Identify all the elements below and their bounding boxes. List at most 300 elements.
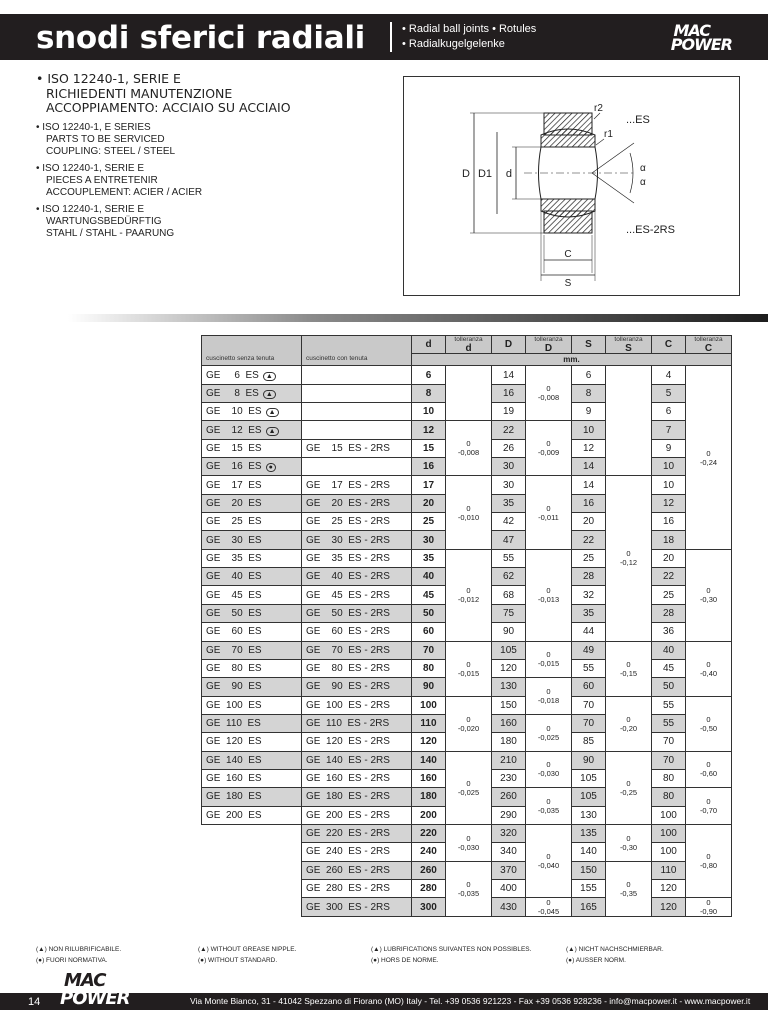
cell-C: 70 [652, 751, 686, 769]
part-code: GE 80 ES [206, 663, 262, 675]
cell-with-seal [302, 824, 412, 842]
tolerance-lower: -0,015 [457, 668, 480, 678]
cell-d: 80 [412, 659, 446, 677]
label-alpha-top: α [640, 163, 646, 174]
tolerance-lower: -0,013 [537, 595, 560, 605]
cell-C: 12 [652, 494, 686, 512]
bearing-diagram [404, 77, 741, 297]
tolerance-upper: 0 [466, 714, 471, 724]
part-code-sealed: GE 160 ES - 2RS [306, 773, 390, 785]
cell-C: 55 [652, 696, 686, 714]
part-code-sealed: GE 17 ES - 2RS [306, 479, 390, 491]
tolerance-tol_D [526, 421, 572, 476]
tolerance-upper: 0 [546, 760, 551, 770]
tol-label: tolleranza [454, 336, 483, 344]
cell-S: 135 [572, 824, 606, 842]
cell-no-seal [202, 659, 302, 677]
cell-S: 20 [572, 513, 606, 531]
tolerance-upper: 0 [546, 797, 551, 807]
tolerance-lower: -0,025 [537, 732, 560, 742]
tolerance-tol_S [606, 861, 652, 917]
subtitle-line-1: • Radial ball joints • Rotules [402, 23, 537, 35]
cell-C: 25 [652, 586, 686, 604]
cell-C: 6 [652, 403, 686, 421]
cell-with-seal [302, 696, 412, 714]
part-code: GE 45 ES [206, 589, 262, 601]
tolerance-upper: 0 [626, 714, 631, 724]
cell-D: 320 [492, 824, 526, 842]
cell-no-seal [202, 494, 302, 512]
intro-english [36, 122, 376, 158]
cell-S: 140 [572, 843, 606, 861]
cell-C: 40 [652, 641, 686, 659]
tolerance-tol_d [446, 641, 492, 696]
cell-with-seal [302, 439, 412, 457]
label-alpha-bottom: α [640, 177, 646, 188]
cell-S: 155 [572, 879, 606, 897]
cell-S: 12 [572, 439, 606, 457]
tolerance-lower: -0,80 [699, 861, 718, 871]
col-header-D [492, 336, 526, 354]
col-header-d [412, 336, 446, 354]
footnote: (▲) LUBRIFICATIONS SUIVANTES NON POSSIBLES. [371, 946, 532, 953]
label-D: D [462, 168, 470, 180]
cell-d: 160 [412, 769, 446, 787]
cell-with-seal [302, 494, 412, 512]
tolerance-upper: 0 [706, 659, 711, 669]
cell-C: 120 [652, 898, 686, 917]
part-code: GE 180 ES [206, 791, 262, 803]
intro-line: • ISO 12240-1, SERIE E [36, 162, 144, 174]
col-header-label: d [425, 339, 432, 351]
part-code-sealed: GE 90 ES - 2RS [306, 681, 390, 693]
footnote: (▲) WITHOUT GREASE NIPPLE. [198, 946, 297, 953]
cell-d: 6 [412, 366, 446, 384]
tolerance-lower: -0,011 [538, 512, 559, 522]
tolerance-upper: 0 [626, 778, 631, 788]
col-header-label: D [544, 343, 553, 355]
cell-no-seal [202, 769, 302, 787]
cell-d: 70 [412, 641, 446, 659]
tolerance-upper: 0 [546, 586, 551, 596]
tolerance-tol_d [446, 476, 492, 549]
cell-D: 26 [492, 439, 526, 457]
tolerance-tol_S [606, 824, 652, 861]
col-header-S [572, 336, 606, 354]
part-code: GE 15 ES [206, 442, 262, 454]
cell-no-seal [202, 623, 302, 641]
cell-d: 20 [412, 494, 446, 512]
part-code-sealed: GE 40 ES - 2RS [306, 571, 390, 583]
tolerance-lower: -0,008 [537, 393, 560, 403]
cell-d: 15 [412, 439, 446, 457]
cell-D: 42 [492, 513, 526, 531]
tolerance-upper: 0 [546, 898, 551, 908]
part-code: GE 6 ES [206, 369, 259, 381]
part-code-sealed: GE 260 ES - 2RS [306, 864, 390, 876]
part-code-sealed: GE 200 ES - 2RS [306, 809, 390, 821]
cell-d: 240 [412, 843, 446, 861]
label-es-2rs: ...ES-2RS [626, 224, 675, 236]
cell-S: 85 [572, 733, 606, 751]
cell-with-seal [302, 421, 412, 439]
tolerance-upper: 0 [546, 503, 551, 513]
label-C: C [564, 249, 572, 260]
cell-D: 180 [492, 733, 526, 751]
cell-D: 35 [492, 494, 526, 512]
col-header-label: C [664, 339, 673, 351]
cell-d: 300 [412, 898, 446, 917]
unit-label: mm. [563, 355, 580, 365]
tolerance-lower: -0,15 [619, 668, 638, 678]
part-code-sealed: GE 280 ES - 2RS [306, 883, 390, 895]
tolerance-lower: -0,008 [457, 448, 480, 458]
title-divider [390, 22, 392, 52]
tolerance-upper: 0 [546, 650, 551, 660]
cell-C: 100 [652, 843, 686, 861]
table-row [202, 549, 732, 567]
cell-with-seal [302, 604, 412, 622]
tolerance-lower: -0,40 [699, 668, 718, 678]
cell-C: 36 [652, 623, 686, 641]
tolerance-upper: 0 [626, 879, 631, 889]
cell-S: 10 [572, 421, 606, 439]
tolerance-lower: -0,018 [537, 696, 560, 706]
cell-D: 370 [492, 861, 526, 879]
cell-with-seal [302, 733, 412, 751]
table-row [202, 476, 732, 494]
col-header-C [652, 336, 686, 354]
part-code-sealed: GE 60 ES - 2RS [306, 626, 390, 638]
cell-d: 10 [412, 403, 446, 421]
label-r2: r2 [594, 103, 603, 114]
cell-with-seal [302, 641, 412, 659]
tolerance-lower: -0,25 [619, 787, 638, 797]
tolerance-lower: -0,035 [537, 806, 560, 816]
label-d: d [505, 168, 512, 180]
intro-line: PIECES A ENTRETENIR [46, 174, 158, 186]
table-row [202, 824, 732, 842]
cell-D: 22 [492, 421, 526, 439]
tolerance-tol_d [446, 421, 492, 476]
tolerance-upper: 0 [466, 503, 471, 513]
cell-with-seal [302, 476, 412, 494]
intro-french [36, 163, 376, 199]
tolerance-tol_d [446, 696, 492, 751]
section-divider-band [68, 314, 768, 322]
cell-C: 80 [652, 769, 686, 787]
cell-d: 35 [412, 549, 446, 567]
table-row [202, 861, 732, 879]
cell-S: 90 [572, 751, 606, 769]
intro-italian [36, 72, 376, 116]
tolerance-lower: -0,35 [619, 888, 638, 898]
cell-d: 140 [412, 751, 446, 769]
logo-mac: MAC [673, 21, 710, 40]
tolerance-tol_C [686, 641, 732, 696]
cell-C: 110 [652, 861, 686, 879]
cell-no-seal [202, 531, 302, 549]
cell-with-seal [302, 458, 412, 476]
intro-line: • ISO 12240-1, SERIE E [36, 203, 144, 215]
cell-d: 100 [412, 696, 446, 714]
cell-with-seal [302, 586, 412, 604]
footnotes-en [198, 944, 296, 966]
part-code: GE 17 ES [206, 479, 262, 491]
col-header-label: d [465, 343, 472, 355]
tolerance-tol_D [526, 678, 572, 715]
part-code-sealed: GE 100 ES - 2RS [306, 699, 390, 711]
tolerance-upper: 0 [466, 659, 471, 669]
cell-with-seal [302, 843, 412, 861]
cell-S: 105 [572, 769, 606, 787]
header-subtitles [402, 22, 536, 52]
table-row [202, 696, 732, 714]
cell-d: 40 [412, 568, 446, 586]
cell-C: 20 [652, 549, 686, 567]
cell-D: 120 [492, 659, 526, 677]
footer-logo-mac: MAC [64, 970, 106, 991]
cell-C: 70 [652, 733, 686, 751]
cell-d: 30 [412, 531, 446, 549]
cell-no-seal [202, 696, 302, 714]
tolerance-upper: 0 [706, 760, 711, 770]
tolerance-lower: -0,045 [537, 907, 560, 917]
table-body [202, 366, 732, 917]
cell-C: 18 [652, 531, 686, 549]
tolerance-lower: -0,040 [537, 861, 560, 871]
intro-line: ACCOUPLEMENT: ACIER / ACIER [46, 186, 203, 198]
cell-S: 70 [572, 696, 606, 714]
cell-C: 50 [652, 678, 686, 696]
tolerance-tol_d [446, 861, 492, 917]
tolerance-upper: 0 [626, 549, 631, 559]
col-header-label: cuscinetto senza tenuta [206, 355, 275, 363]
tolerance-tol_D [526, 751, 572, 788]
cell-no-seal [202, 843, 302, 861]
part-code: GE 8 ES [206, 387, 259, 399]
footer-address: Via Monte Bianco, 31 - 41042 Spezzano di Fiorano (MO) Italy - Tel. +39 0536 921223 - Fax +39 0536 928236 - info@macpower.it - www.macpower.it [190, 996, 751, 1006]
cell-D: 68 [492, 586, 526, 604]
cell-no-seal [202, 366, 302, 384]
cell-D: 290 [492, 806, 526, 824]
cell-C: 16 [652, 513, 686, 531]
tolerance-upper: 0 [546, 687, 551, 697]
tolerance-tol_D [526, 641, 572, 678]
cell-no-seal [202, 678, 302, 696]
tolerance-tol_C [686, 788, 732, 825]
tolerance-upper: 0 [706, 797, 711, 807]
no-grease-nipple-icon: ▲ [263, 372, 276, 381]
intro-line: • ISO 12240-1, SERIE E [36, 71, 181, 86]
cell-d: 16 [412, 458, 446, 476]
cell-no-seal [202, 733, 302, 751]
tolerance-upper: 0 [546, 384, 551, 394]
col-header-tol-D [526, 336, 572, 354]
tolerance-upper: 0 [706, 852, 711, 862]
col-header-label: cuscinetto con tenuta [306, 355, 368, 363]
part-code: GE 20 ES [206, 497, 262, 509]
cell-no-seal [202, 641, 302, 659]
part-code: GE 40 ES [206, 571, 262, 583]
tolerance-tol_C [686, 751, 732, 788]
part-code-sealed: GE 300 ES - 2RS [306, 901, 390, 913]
no-grease-nipple-icon: ▲ [266, 408, 279, 417]
intro-line: • ISO 12240-1, E SERIES [36, 121, 151, 133]
cell-with-seal [302, 384, 412, 402]
cell-D: 75 [492, 604, 526, 622]
cell-S: 60 [572, 678, 606, 696]
cell-S: 14 [572, 476, 606, 494]
header-bar [0, 14, 768, 60]
cell-D: 230 [492, 769, 526, 787]
tolerance-tol_d [446, 824, 492, 861]
label-D1: D1 [477, 168, 492, 180]
part-code: GE 160 ES [206, 773, 262, 785]
cell-S: 6 [572, 366, 606, 384]
cell-no-seal [202, 458, 302, 476]
tolerance-upper: 0 [706, 586, 711, 596]
part-code-sealed: GE 180 ES - 2RS [306, 791, 390, 803]
tolerance-upper: 0 [546, 852, 551, 862]
part-code: GE 35 ES [206, 552, 262, 564]
leader-r1 [596, 139, 604, 145]
tolerance-upper: 0 [626, 833, 631, 843]
intro-line: COUPLING: STEEL / STEEL [46, 145, 176, 157]
cell-D: 14 [492, 366, 526, 384]
cell-C: 10 [652, 476, 686, 494]
part-code: GE 25 ES [206, 516, 262, 528]
cell-S: 70 [572, 714, 606, 732]
tolerance-upper: 0 [706, 714, 711, 724]
col-header-label: S [625, 343, 632, 355]
cell-no-seal [202, 384, 302, 402]
cell-C: 80 [652, 788, 686, 806]
tolerance-tol_D [526, 788, 572, 825]
label-S: S [564, 278, 572, 289]
tolerance-lower: -0,025 [457, 787, 480, 797]
tolerance-lower: -0,90 [699, 907, 718, 917]
cell-D: 90 [492, 623, 526, 641]
no-grease-nipple-icon: ▲ [266, 427, 279, 436]
footnote: (●) WITHOUT STANDARD. [198, 957, 278, 964]
cell-d: 45 [412, 586, 446, 604]
tolerance-tol_S [606, 696, 652, 751]
cell-S: 35 [572, 604, 606, 622]
tolerance-tol_d [446, 751, 492, 824]
part-code-sealed: GE 140 ES - 2RS [306, 754, 390, 766]
intro-line: STAHL / STAHL - PAARUNG [46, 227, 175, 239]
label-es: ...ES [626, 114, 650, 126]
tolerance-upper: 0 [546, 439, 551, 449]
footnote: (●) FUORI NORMATIVA. [36, 957, 108, 964]
tolerance-upper: 0 [626, 659, 631, 669]
cell-D: 130 [492, 678, 526, 696]
tolerance-lower: -0,030 [537, 769, 560, 779]
cell-with-seal [302, 513, 412, 531]
tolerance-lower: -0,50 [699, 723, 718, 733]
tolerance-tol_C [686, 696, 732, 751]
tol-label: tolleranza [694, 336, 723, 344]
col-header-tol-S [606, 336, 652, 354]
tolerance-lower: -0,12 [619, 558, 638, 568]
part-code: GE 10 ES [206, 406, 262, 418]
table-row [202, 366, 732, 384]
tolerance-tol_d [446, 549, 492, 641]
part-code: GE 120 ES [206, 736, 262, 748]
cell-S: 28 [572, 568, 606, 586]
col-header-label: D [504, 339, 513, 351]
tolerance-upper: 0 [466, 879, 471, 889]
brand-logo [654, 21, 732, 55]
cell-S: 22 [572, 531, 606, 549]
cell-with-seal [302, 531, 412, 549]
cell-with-seal [302, 879, 412, 897]
cell-D: 340 [492, 843, 526, 861]
cell-with-seal [302, 568, 412, 586]
part-code-sealed: GE 45 ES - 2RS [306, 589, 390, 601]
cell-no-seal [202, 788, 302, 806]
tolerance-tol_S [606, 476, 652, 641]
tolerance-upper: 0 [466, 586, 471, 596]
cell-d: 260 [412, 861, 446, 879]
tolerance-lower: -0,24 [699, 457, 718, 467]
intro-german [36, 204, 376, 240]
part-code-sealed: GE 240 ES - 2RS [306, 846, 390, 858]
cell-with-seal [302, 769, 412, 787]
tolerance-lower: -0,015 [537, 659, 560, 669]
intro-line: PARTS TO BE SERVICED [46, 133, 165, 145]
col-header-with-seal [302, 336, 412, 366]
cell-no-seal [202, 439, 302, 457]
cell-D: 160 [492, 714, 526, 732]
tolerance-upper: 0 [466, 439, 471, 449]
tolerance-lower: -0,030 [457, 842, 480, 852]
cell-D: 47 [492, 531, 526, 549]
part-code: GE 50 ES [206, 607, 262, 619]
tolerance-lower: -0,20 [619, 723, 638, 733]
cell-with-seal [302, 788, 412, 806]
cell-d: 12 [412, 421, 446, 439]
tolerance-upper: 0 [706, 448, 711, 458]
page-number: 14 [28, 996, 41, 1008]
cell-C: 28 [652, 604, 686, 622]
cell-S: 105 [572, 788, 606, 806]
footnotes-fr [371, 944, 531, 966]
part-code-sealed: GE 70 ES - 2RS [306, 644, 390, 656]
tolerance-tol_D [526, 476, 572, 549]
specs-table [201, 335, 732, 917]
cell-C: 10 [652, 458, 686, 476]
part-code: GE 70 ES [206, 644, 262, 656]
cell-S: 165 [572, 898, 606, 917]
intro-block [36, 72, 376, 245]
part-code: GE 110 ES [206, 718, 261, 730]
cell-with-seal [302, 751, 412, 769]
subtitle-line-2: • Radialkugelgelenke [402, 38, 505, 50]
cell-C: 120 [652, 879, 686, 897]
tolerance-tol_C [686, 549, 732, 641]
cell-with-seal [302, 806, 412, 824]
cell-D: 105 [492, 641, 526, 659]
cell-with-seal [302, 714, 412, 732]
cell-d: 120 [412, 733, 446, 751]
technical-drawing [403, 76, 740, 296]
cell-no-seal [202, 476, 302, 494]
cell-D: 16 [492, 384, 526, 402]
logo-power: POWER [670, 35, 732, 54]
cell-D: 30 [492, 458, 526, 476]
